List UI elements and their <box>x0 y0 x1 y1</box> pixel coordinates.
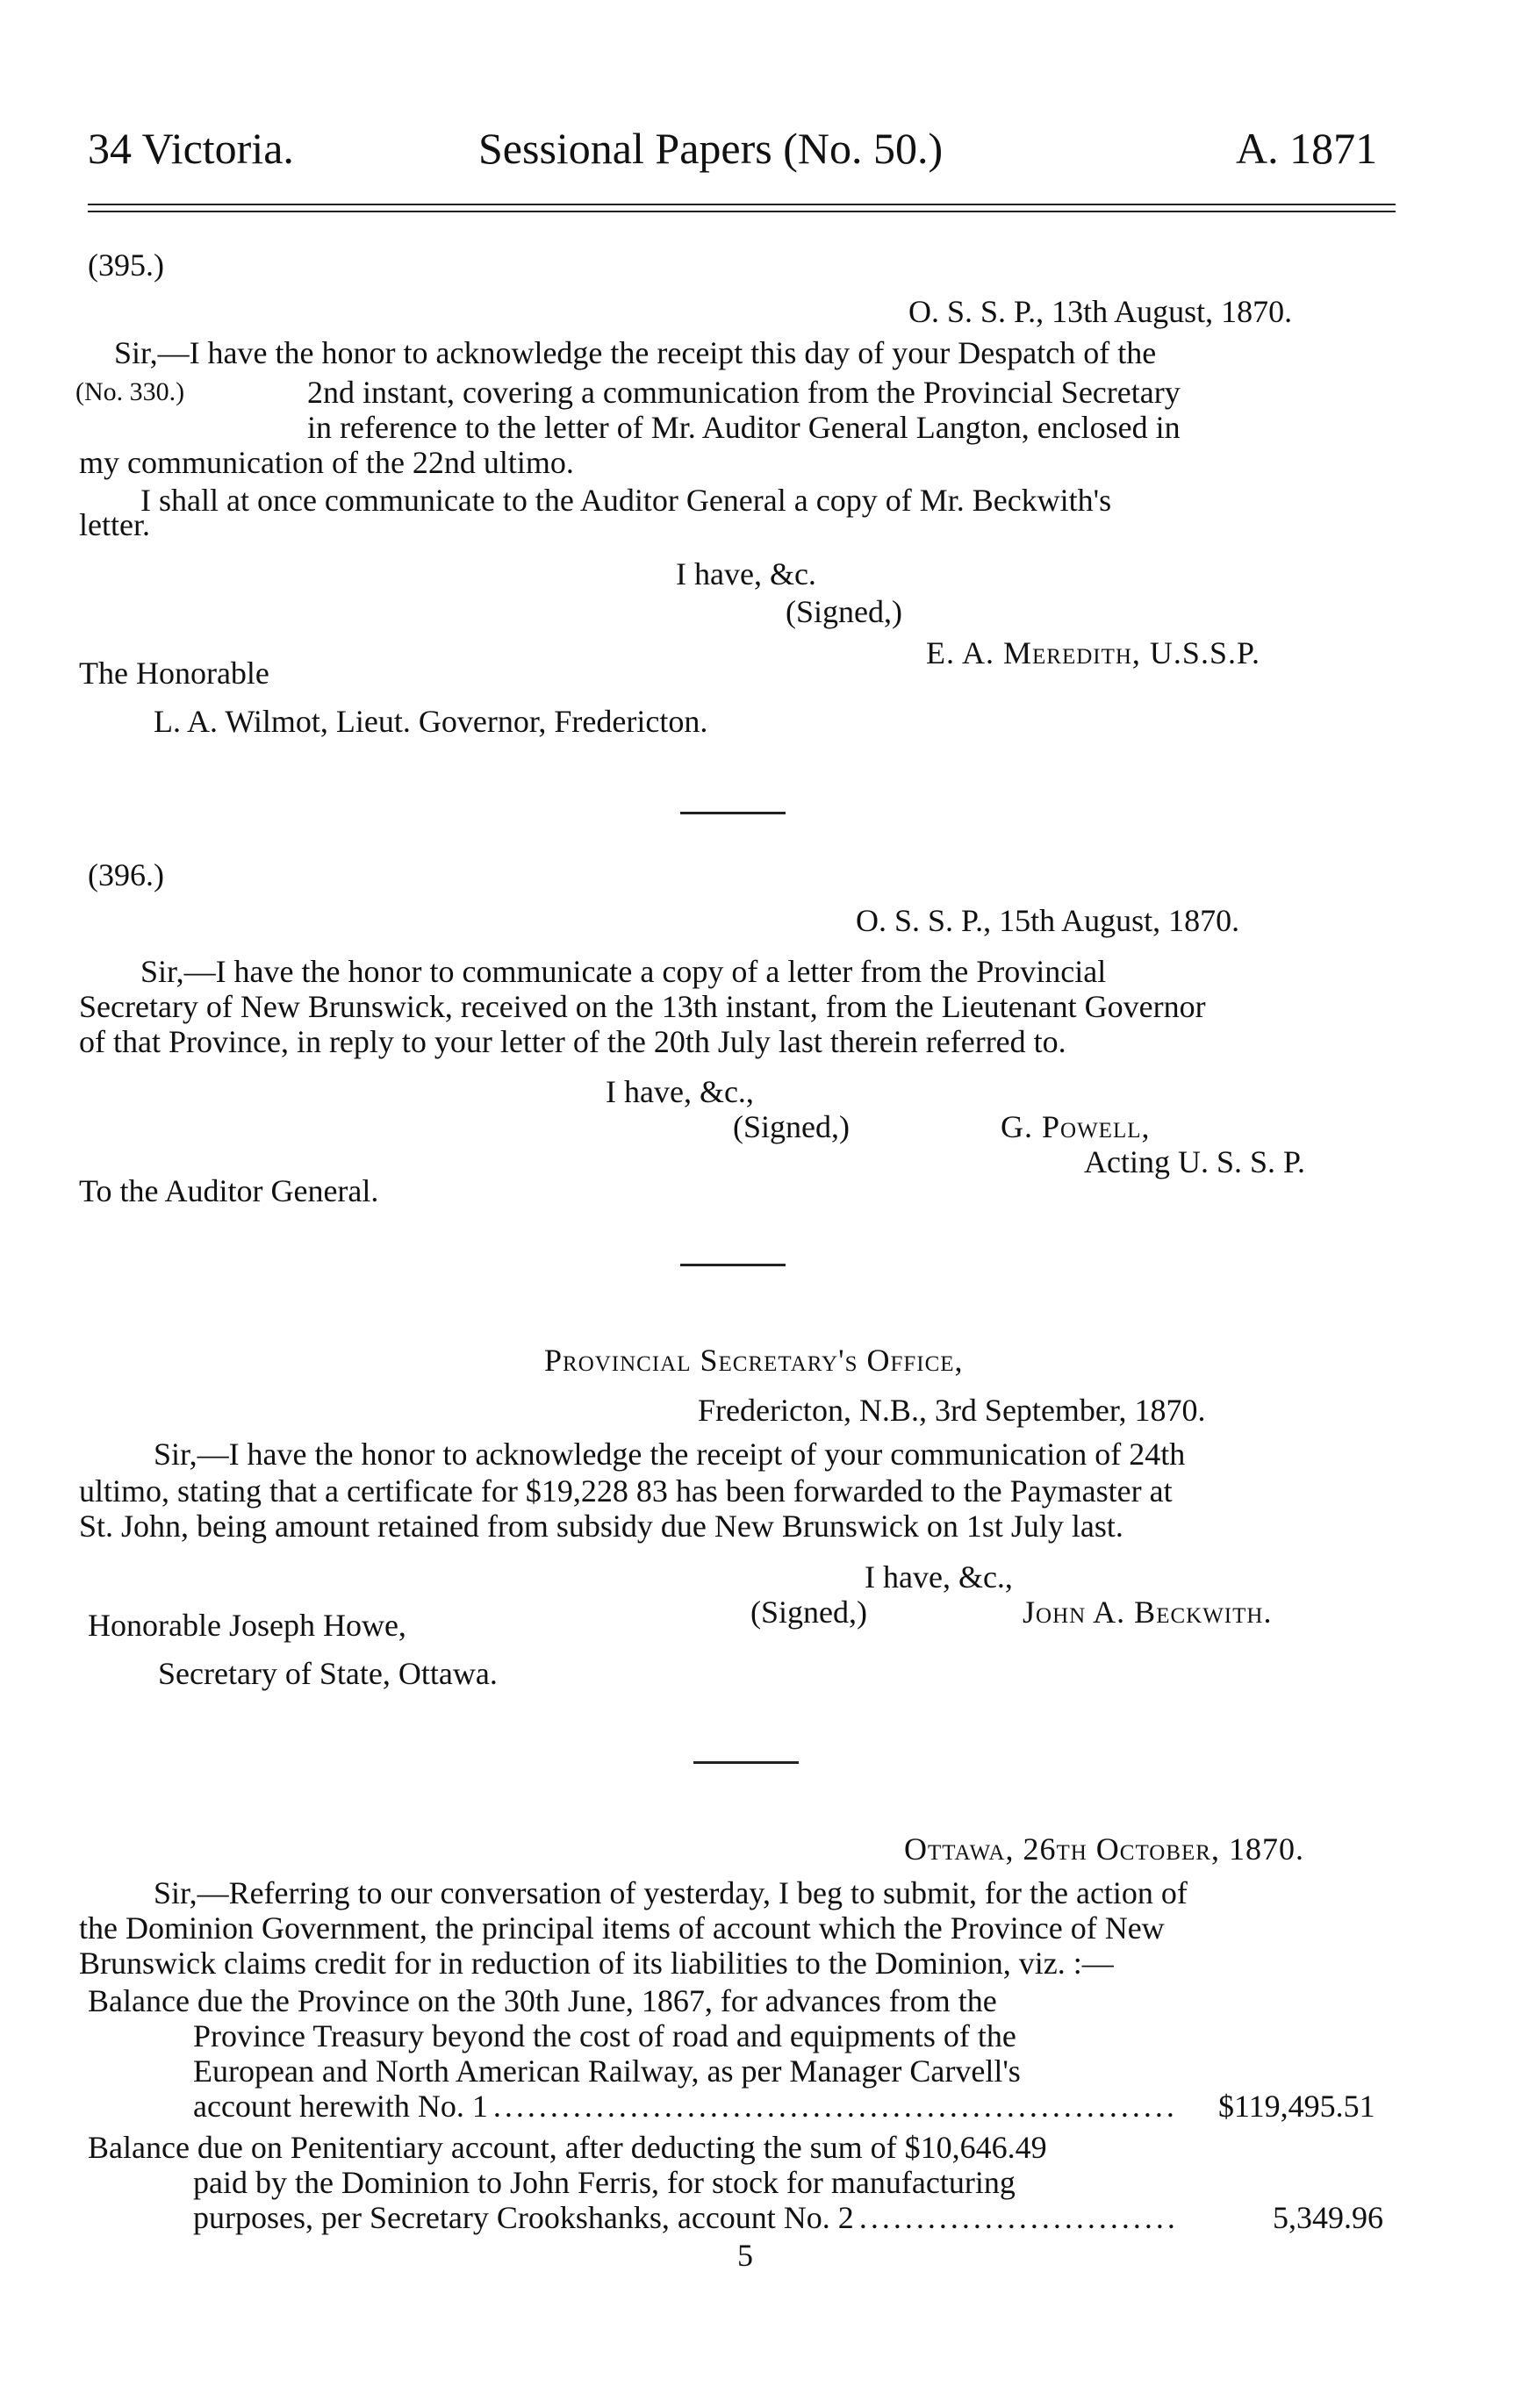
account-item-line: Balance due on Penitentiary account, after deducting the sum of $10,646.49 <box>88 2130 1047 2165</box>
addressee: Honorable Joseph Howe, <box>88 1608 406 1643</box>
letter-text-line: the Dominion Government, the principal items of account which the Province of New <box>79 1910 1165 1946</box>
dateline: O. S. S. P., 13th August, 1870. <box>908 294 1293 329</box>
letter-text-line: 2nd instant, covering a communication from the Provincial Secretary <box>307 375 1181 410</box>
addressee: To the Auditor General. <box>79 1173 379 1208</box>
addressee: The Honorable <box>79 656 269 691</box>
separator <box>693 1761 799 1764</box>
letter-text-line: Secretary of New Brunswick, received on the 13th instant, from the Lieutenant Governor <box>79 989 1206 1024</box>
closing: I have, &c. <box>676 556 816 591</box>
letter-number: (396.) <box>88 857 164 892</box>
leader-dots <box>859 2198 1180 2237</box>
dateline: Fredericton, N.B., 3rd September, 1870. <box>698 1393 1206 1428</box>
header-title: Sessional Papers (No. 50.) <box>478 124 944 173</box>
account-amount: $119,495.51 <box>1218 2089 1375 2124</box>
signed-label: (Signed,) <box>733 1109 850 1144</box>
dateline: Ottawa, 26th October, 1870. <box>904 1831 1304 1867</box>
letter-text-line: Sir,—I have the honor to acknowledge the receipt of your communication of 24th <box>154 1437 1186 1472</box>
account-item-leader <box>193 2087 1185 2125</box>
letter-text-line: letter. <box>79 507 150 542</box>
account-item-line: paid by the Dominion to John Ferris, for stock for manufacturing <box>193 2165 1016 2200</box>
header-rule-top <box>88 204 1396 205</box>
account-item-line: Province Treasury beyond the cost of road and equipments of the <box>193 2018 1016 2053</box>
letter-text-line: Sir,—I have the honor to acknowledge the receipt this day of your Despatch of the <box>114 335 1157 370</box>
account-item-leader <box>193 2198 1185 2237</box>
signer-title: Acting U. S. S. P. <box>1084 1144 1306 1179</box>
account-item-line: account herewith No. 1 <box>193 2089 488 2124</box>
header-rule-bottom <box>88 211 1396 212</box>
margin-reference: (No. 330.) <box>75 377 185 406</box>
account-item-line: Balance due the Province on the 30th June, 1867, for advances from the <box>88 1983 997 2018</box>
header-year: A. 1871 <box>1236 124 1378 173</box>
separator <box>680 1264 786 1266</box>
signed-label: (Signed,) <box>786 594 902 629</box>
letter-text-line: my communication of the 22nd ultimo. <box>79 445 574 480</box>
letter-text-line: of that Province, in reply to your letter of the 20th July last therein referred to. <box>79 1024 1066 1059</box>
account-amount: 5,349.96 <box>1273 2200 1383 2235</box>
letter-text-line: in reference to the letter of Mr. Auditor General Langton, enclosed in <box>307 410 1181 445</box>
closing: I have, &c., <box>606 1074 754 1109</box>
closing: I have, &c., <box>865 1559 1013 1595</box>
header-session: 34 Victoria. <box>88 124 294 173</box>
dateline: O. S. S. P., 15th August, 1870. <box>856 903 1240 938</box>
letter-text-line: Sir,—Referring to our conversation of yesterday, I beg to submit, for the action of <box>154 1875 1188 1910</box>
page-number: 5 <box>737 2238 753 2273</box>
account-item-line: purposes, per Secretary Crookshanks, account No. 2 <box>193 2200 854 2235</box>
account-item-line: European and North American Railway, as per Manager Carvell's <box>193 2053 1021 2089</box>
separator <box>680 812 786 814</box>
letter-text-line: I shall at once communicate to the Auditor General a copy of Mr. Beckwith's <box>140 483 1112 518</box>
signer-name: John A. Beckwith. <box>1023 1595 1273 1630</box>
letter-text-line: St. John, being amount retained from subsidy due New Brunswick on 1st July last. <box>79 1509 1123 1544</box>
addressee: L. A. Wilmot, Lieut. Governor, Fredericton. <box>154 704 708 739</box>
office-heading: Provincial Secretary's Office, <box>544 1343 964 1378</box>
signer-name: E. A. Meredith, U.S.S.P. <box>926 635 1261 670</box>
addressee: Secretary of State, Ottawa. <box>158 1656 498 1691</box>
letter-number: (395.) <box>88 247 164 283</box>
letter-text-line: ultimo, stating that a certificate for $19,228 83 has been forwarded to the Paymaster at <box>79 1473 1173 1509</box>
signer-name: G. Powell, <box>1001 1109 1151 1144</box>
letter-text-line: Brunswick claims credit for in reduction of its liabilities to the Dominion, viz. :— <box>79 1946 1114 1981</box>
leader-dots <box>493 2087 1180 2125</box>
signed-label: (Signed,) <box>750 1595 867 1630</box>
letter-text-line: Sir,—I have the honor to communicate a copy of a letter from the Provincial <box>140 954 1107 989</box>
